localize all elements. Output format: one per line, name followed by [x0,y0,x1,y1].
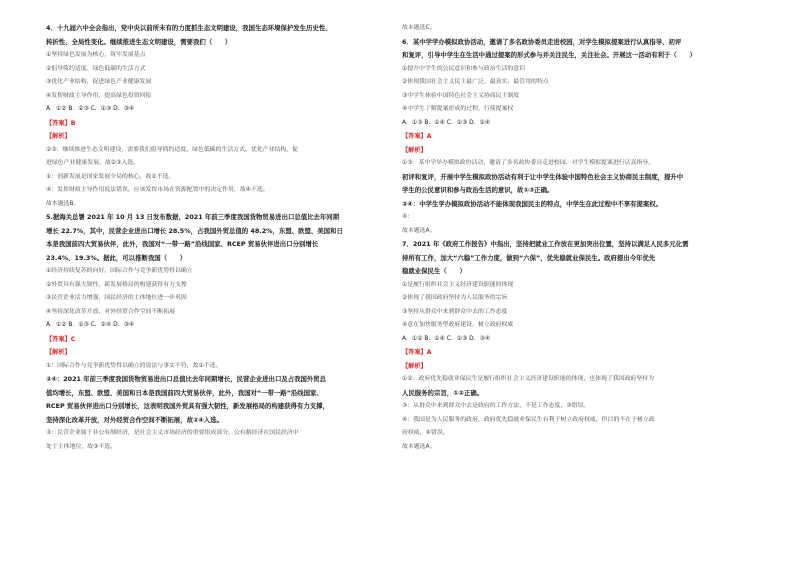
text-line: ④：我国是为人民服务的政府，政府优先稳就业保民生有利于树立政府权威，但目的不在于树立政 [402,416,655,423]
text-line: 初评和复评，开展中学生模拟政协活动有利于让中学生体验中国特色社会主义协商民主制度，提升中 [402,172,684,181]
text-line: ①②：政府优先稳就业保民生是履行组织社会主义经济建设职能的体现，也体现了我国政府坚持为 [402,376,655,382]
text-line [402,360,726,374]
text-line: ④： [402,214,414,220]
text-line: 本是我国前四大贸易伙伴，此外，我国对“一带一路”沿线国家、RCEP 贸易伙伴进出口分别增长 [46,240,319,248]
answer-tag: 【解析】 [402,362,427,370]
text-line: ③：从群众中来到群众中去是政府的工作方法，不是工作态度，③错误。 [402,403,590,409]
text-line: 处于主体地位，故③不选。 [46,443,117,450]
text-line: ③中学生体验中国特色社会主义协商民主制度 [402,92,520,99]
text-line: 进绿色产业健康发展，故②③入选。 [46,160,140,166]
text-line: 坚持深化改革开放，对外经贸合作空间不断拓展，故②④入选。 [46,415,223,424]
text-line [402,346,726,360]
text-line: 5.据海关总署 2021 年 10 月 13 日发布数据，2021 年前三季度我国货物贸易进出口总值比去年同期 [46,213,340,221]
text-line: ①是履行组织社会主义经济建设职能的体现 [402,281,514,288]
text-line [46,117,362,131]
text-line: ④发挥财政主导作用，提高绿色投资回报 [46,92,152,99]
text-line: 和复评，引导中学生在生活中通过提案的形式参与并关注民生，关注社会。开展这一活动有利于（ ） [402,51,696,59]
answer-tag: 【解析】 [46,349,71,356]
text-line: 府权威，④错误。 [402,430,449,436]
text-line [402,130,726,144]
text-line: ②体现了我国政府坚持为人民服务的宗旨 [402,295,508,301]
answer-tag: 【答案】A [402,349,432,356]
text-line: 23.4%、19.3%。据此，可以推断我国（ ） [46,253,187,262]
text-line: 增长 22.7%，其中，民营企业进出口增长 28.5%，占我国外贸总值的 48.2%，东盟、欧盟、美国和日 [46,226,343,235]
text-line: ②④：中学生学办模拟政协活动不能体现我国民主的特点，中学生在此过程中不享有提案权。 [402,199,663,208]
text-line: ④：发挥财政主导作用说法错误，应该发挥市场在资源配置中的决定作用，故④不选。 [46,187,269,193]
text-line: ①：国际合作与竞争新优势得以确立的说法与事实不符，故①不选。 [46,362,222,369]
answer-tag: 【答案】C [46,335,76,343]
text-line: 学生的公民意识和参与政治生活的意识，故①③正确。 [402,186,554,194]
text-line: 故本题选B。 [46,200,80,207]
text-line: ③：民营企业属于非公有制经济，是社会主义市场经济的重要组成部分，公有制经济在国民经济中 [46,430,299,436]
text-line: ①③：某中学举办模拟政协活动，邀请了多名政协委员走进校园，对学生模拟提案进行认真指导、 [402,160,655,166]
left-column [46,22,362,454]
right-column [402,22,726,454]
text-line: ③优化产业结构，促进绿色产业健康发展 [46,79,152,85]
text-line: ②③：继续推进生态文明建设，需要我们倡导简约适度、绿色低碳的生活方式，优化产业结构，促 [46,146,299,153]
text-line: A．①② B．②③ C．①③ D．③④ [46,106,135,112]
answer-tag: 【解析】 [46,133,71,140]
text-line: ③坚持从群众中来到群众中去的工作态度 [402,308,508,315]
text-line: A．①② B．①④ C．②③ D．③④ [402,335,491,342]
text-line: 故本题选C。 [402,25,436,31]
text-line: ①坚持绿色发展为核心，筑牢发展基点 [46,52,146,58]
answer-tag: 【解析】 [402,146,427,154]
text-line: 故本题选A。 [402,227,436,234]
text-line [46,333,362,347]
text-line: ②④：2021 年前三季度我国货物贸易进出口总值比去年同期增长，民营企业进出口及占我国外贸总 [46,375,327,383]
text-line: 持所有工作，加大“六稳”工作力度，做到“六保”，优先稳就业保民生。政府提出今年优先 [402,253,656,262]
text-line: ④中学生了解提案形成的过程，行使提案权 [402,106,514,112]
text-line: 故本题选A。 [402,443,436,450]
text-line: ②外贸具有强大韧性，新发展格局的构建获得有力支撑 [46,281,187,288]
text-line: ①提升中学生的公民意识和参与政治生活的意识 [402,65,526,72]
text-line: A．①② B．①③ C．②④ D．③④ [46,322,135,328]
answer-tag: 【答案】A [402,133,432,140]
text-line: 稳就业保民生（ ） [402,267,466,275]
text-line: ①经济持续复苏的向好，国际合作与竞争新优势得以确立 [46,268,193,274]
text-line [402,144,726,158]
text-line: ②体现我国社会主义民主最广泛、最真实、最管用的特点 [402,79,549,85]
text-line: A．①③ B．①④ C．②③ D．②④ [402,119,491,126]
text-line: 4．十九届六中全会指出，党中央以前所未有的力度抓生态文明建设，我国生态环境保护发生历史性、 [46,24,332,32]
text-line: 转折性、全局性变化。继续推进生态文明建设，需要我们（ ） [46,37,232,46]
text-line: 值均增长，东盟、欧盟、美国和日本是我国前四大贸易伙伴，此外，我国对“一带一路”沿线国家、 [46,388,323,397]
text-line: 7．2021 年《政府工作报告》中指出，坚持把就业工作放在更加突出位置，坚持以满足人民多元化需 [402,240,689,248]
text-line: ①：创新发展是国家发展全局的核心，故①不选。 [46,173,175,180]
text-line: ④坚持深化改革开放，对外经贸合作空间不断拓展 [46,308,175,315]
text-line [46,346,362,360]
text-line: 6．某中学学办模拟政协活动，邀请了多名政协委员走进校园，对学生模拟提案进行认真指导、初评 [402,37,682,46]
answer-tag: 【答案】B [46,119,76,127]
text-line: RCEP 贸易伙伴进出口分别增长，这表明我国外贸具有强大韧性，新发展格局的构建获得有力支撑， [46,402,329,410]
text-line: ④意在加快服务型政府建设，树立政府权威 [402,322,514,328]
text-line: ③民营企业活力增强，国民经济的主体地位进一步巩固 [46,295,187,301]
text-line [46,130,362,144]
text-line: ②倡导简约适度、绿色低碳的生活方式 [46,65,146,72]
text-line: 人民服务的宗旨，①②正确。 [402,388,484,397]
